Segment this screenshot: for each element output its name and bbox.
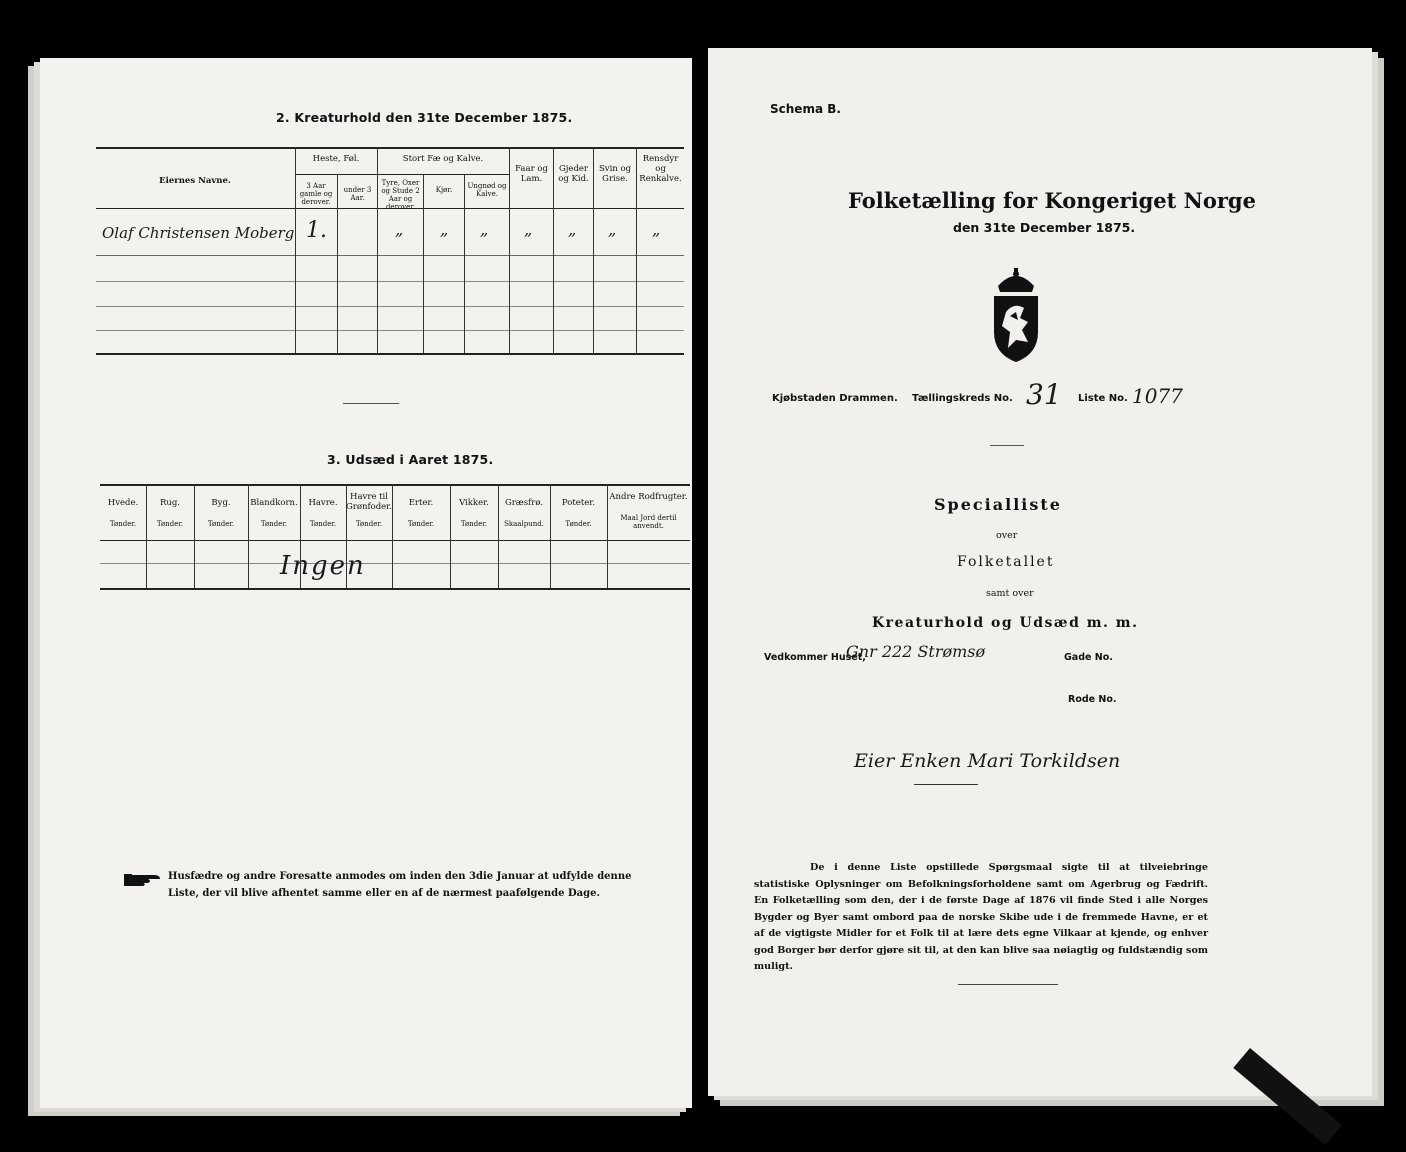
table3-header-1: Hvede. [107,498,139,508]
reindeer-value: „ [652,220,661,239]
schema-label: Schema B. [770,102,841,116]
table2-row-rule [96,330,684,331]
short-divider [343,403,399,404]
over-label: over [996,530,1018,541]
table3-header-6: Havre til Grønfoder. [346,492,393,512]
header-reindeer: Rensdyr og Renkalve. [639,154,682,184]
district-value: 31 [1026,378,1062,411]
table2-subheader-rule [295,174,509,175]
table3-header-2: Rug. [159,498,181,508]
table3-bottom-rule [100,588,690,590]
bulls-value: „ [395,220,404,239]
table3-unit-9: Skaalpund. [504,520,544,528]
list-value: 1077 [1132,384,1183,408]
table3-unit-6: Tønder. [355,520,383,528]
table3-header-5: Havre. [308,498,338,508]
owner-name-handwritten: Olaf Christensen Moberg [102,224,294,242]
header-bulls: Tyre, Oxer og Stude 2 Aar og derover. [381,179,420,211]
sheep-value: „ [524,220,533,239]
table3-unit-8: Tønder. [460,520,488,528]
cows-value: „ [440,220,449,239]
table2-row-rule [96,281,684,282]
table3-top-rule [100,484,690,486]
table3-unit-10: Tønder. [565,520,592,528]
table2-col-divider [464,174,465,353]
table3-unit-4: Tønder. [260,520,288,528]
specialliste-heading: Specialliste [934,495,1062,514]
header-owner: Eiernes Navne. [159,176,231,186]
seed-entry-handwritten: Ingen [280,551,366,581]
census-date: den 31te December 1875. [953,220,1136,235]
header-young: Ungnød og Kalve. [467,182,507,198]
young-value: „ [480,220,489,239]
table3-unit-5: Tønder. [309,520,337,528]
bottom-divider [958,984,1058,985]
section3-title: 3. Udsæd i Aaret 1875. [327,452,494,467]
table3-header-9: Græsfrø. [504,498,544,508]
table3-header-11: Andre Rodfrugter. [609,492,688,502]
header-horses-under3: under 3 Aar. [343,186,372,202]
table2-col-divider [377,147,378,353]
section2-title: 2. Kreaturhold den 31te December 1875. [276,110,573,125]
table3-header-10: Poteter. [561,498,596,508]
table2-row-rule [96,306,684,307]
table2-row-rule [96,255,684,256]
kreaturhold-heading: Kreaturhold og Udsæd m. m. [872,615,1139,631]
town-label: Kjøbstaden Drammen. [772,393,898,404]
header-cows: Kjør. [435,186,453,194]
table3-row-rule [100,563,690,564]
header-cattle: Stort Fæ og Kalve. [402,154,484,164]
goats-value: „ [568,220,577,239]
header-horses-3y: 3 Aar gamle og derover. [299,182,333,206]
header-horses: Heste, Føl. [312,154,360,164]
main-title: Folketælling for Kongeriget Norge [848,188,1256,213]
pigs-value: „ [608,220,617,239]
short-divider [990,445,1024,446]
table3-header-7: Erter. [408,498,434,508]
header-pigs: Svin og Grise. [598,164,632,184]
table3-unit-2: Tønder. [156,520,184,528]
gade-label: Gade No. [1064,652,1113,663]
table3-header-3: Byg. [211,498,231,508]
folketallet-heading: Folketallet [957,554,1055,570]
samt-over-label: samt over [986,588,1034,599]
header-sheep: Faar og Lam. [515,164,548,184]
table3-unit-7: Tønder. [407,520,435,528]
house-label: Vedkommer Huset, [764,652,866,663]
horses-3y-value: 1. [306,218,327,243]
table3-header-8: Vikker. [459,498,489,508]
house-value: Gnr 222 Strømsø [846,642,986,661]
owner-handwritten: Eier Enken Mari Torkildsen [854,750,1121,772]
owner-underline [914,784,978,785]
header-goats: Gjeder og Kid. [558,164,589,184]
right-page [708,48,1372,1096]
table3-unit-3: Tønder. [207,520,235,528]
district-label: Tællingskreds No. [912,393,1013,404]
footnote: Husfædre og andre Foresatte anmodes om inden den 3die Januar at udfylde denne Liste, der vil blive afhentet samme eller en af de nærmest paafølgende Dage. [168,871,632,899]
table2-bottom-rule [96,353,684,355]
explanatory-paragraph: De i denne Liste opstillede Spørgsmaal sigte til at tilveiebringe statistiske Oplysninger om Befolkningsforholdene samt om Agerbrug og Fædrift. En Folketælling som den, der i de første Dage af 1876 vil finde Sted i alle Norges Bygder og Byer samt ombord paa de norske Skibe ude i de fremmede Havne, er et af de vigtigste Midler for et Folk til at lære dets egne Vilkaar at kjende, og enhver god Borger bør derfor gjøre sit til, at den kan blive saa nøiagtig og fuldstændig som muligt. [754,862,1208,972]
list-label: Liste No. [1078,393,1128,404]
table2-top-rule [96,147,684,149]
table3-header-4: Blandkorn. [250,498,298,508]
norway-coat-of-arms-icon [984,268,1048,364]
left-page [40,58,692,1108]
table3-header-rule [100,540,690,541]
table2-col-divider [295,147,296,353]
table3-unit-1: Tønder. [109,520,137,528]
table2-col-divider [423,174,424,353]
rode-label: Rode No. [1068,694,1117,705]
pointing-hand-icon [124,871,164,889]
table3-unit-11: Maal Jord dertil anvendt. [620,514,677,530]
